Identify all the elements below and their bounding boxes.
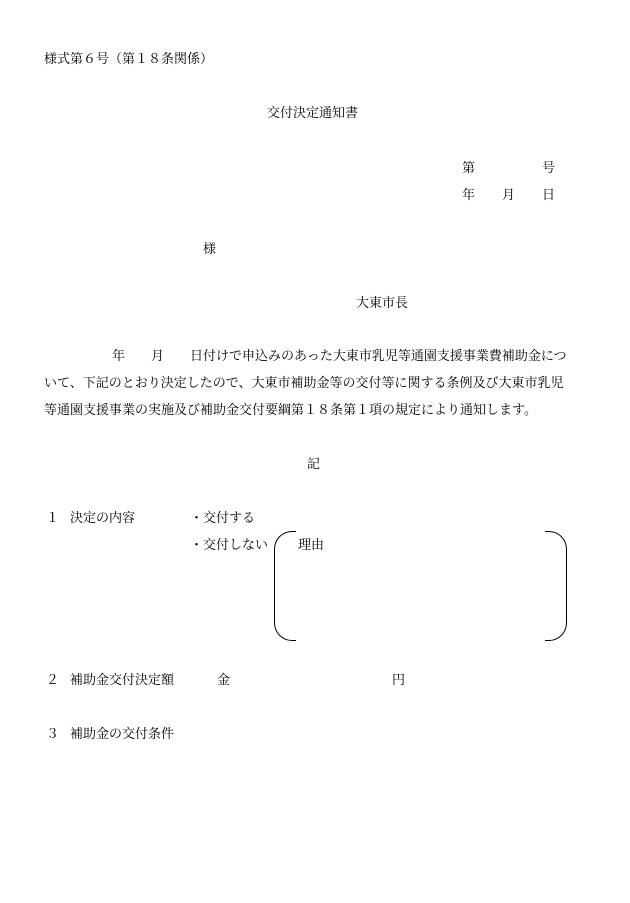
item2-yen: 円	[392, 673, 406, 688]
reason-bracket-right	[545, 531, 567, 641]
recipient-sama: 様	[203, 242, 217, 257]
ki-heading: 記	[307, 457, 321, 472]
reason-bracket-left	[274, 531, 296, 641]
body-year: 年	[112, 349, 126, 364]
document-title: 交付決定通知書	[267, 106, 359, 121]
body-line2: いて、下記のとおり決定したので、大東市補助金等の交付等に関する条例及び大東市乳児	[44, 376, 564, 391]
date-month: 月	[502, 188, 516, 203]
date-year: 年	[462, 188, 476, 203]
item1-label: 決定の内容	[70, 511, 136, 526]
item2-number: ２	[46, 673, 60, 688]
date-day: 日	[542, 188, 556, 203]
doc-number-dai: 第	[462, 161, 476, 176]
item1-option-grant: ・交付する	[190, 511, 256, 526]
item1-option-no-grant: ・交付しない	[190, 538, 269, 553]
sender-name: 大東市長	[356, 296, 409, 311]
item3-number: ３	[46, 727, 60, 742]
item3-label: 補助金の交付条件	[70, 727, 175, 742]
item1-number: １	[46, 511, 60, 526]
reason-label: 理由	[298, 538, 325, 553]
body-line3: 等通園支援事業の実施及び補助金交付要綱第１８条第１項の規定により通知します。	[44, 403, 537, 418]
body-line1: 日付けで申込みのあった大東市乳児等通園支援事業費補助金につ	[190, 349, 567, 364]
doc-number-go: 号	[542, 161, 556, 176]
form-number: 様式第６号（第１８条関係）	[44, 52, 214, 67]
body-month: 月	[151, 349, 165, 364]
item2-kin: 金	[217, 673, 231, 688]
item2-label: 補助金交付決定額	[70, 673, 175, 688]
